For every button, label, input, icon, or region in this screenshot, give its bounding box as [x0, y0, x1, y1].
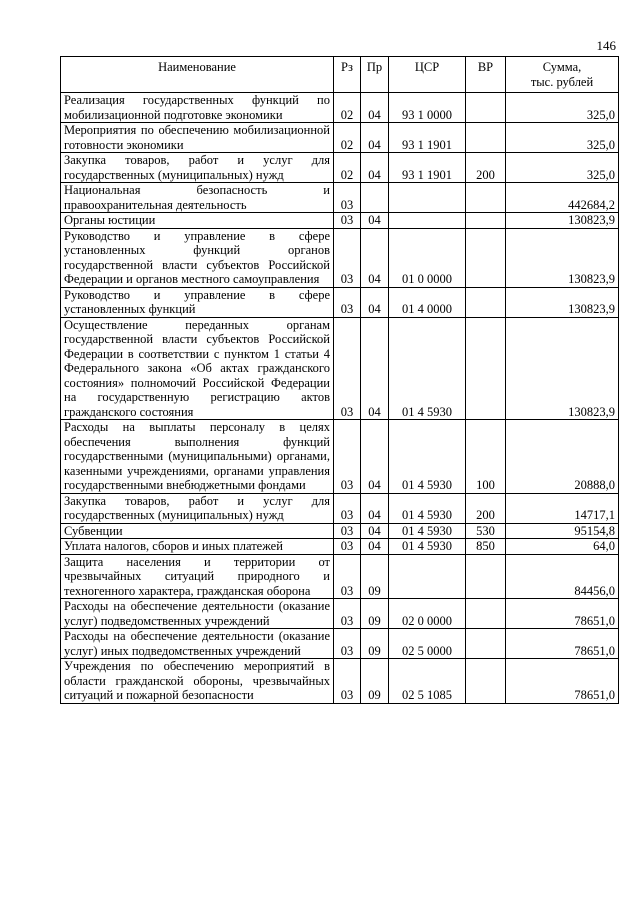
page-number: 146 — [596, 38, 616, 53]
cell-vr: 200 — [466, 153, 506, 183]
cell-name: Осуществление переданных органам государственной власти субъектов Российской Федерации в соответствии с пунктом 1 статьи 4 Федерального закона «Об актах гражданского состояния» полномочий Российской Федерации на государственную регистрацию актов гражданского состояния — [61, 317, 334, 420]
cell-name: Расходы на обеспечение деятельности (оказание услуг) иных подведомственных учреждений — [61, 629, 334, 659]
table-row — [61, 554, 619, 599]
cell-vr — [466, 123, 506, 153]
cell-pr: 04 — [361, 228, 389, 287]
cell-sum: 130823,9 — [506, 317, 619, 420]
table-row — [61, 539, 619, 555]
cell-csr — [389, 554, 466, 599]
cell-csr: 93 1 0000 — [389, 93, 466, 123]
table-row — [61, 93, 619, 123]
cell-rz: 03 — [334, 493, 361, 523]
cell-pr: 04 — [361, 523, 389, 539]
table-row — [61, 153, 619, 183]
cell-sum: 442684,2 — [506, 183, 619, 213]
cell-name: Руководство и управление в сфере установленных функций органов государственной власти субъектов Российской Федерации и органов местного самоуправления — [61, 228, 334, 287]
cell-vr — [466, 213, 506, 229]
cell-name: Защита населения и территории от чрезвычайных ситуаций природного и техногенного характера, гражданская оборона — [61, 554, 334, 599]
cell-csr: 01 4 5930 — [389, 539, 466, 555]
header-vr: ВР — [466, 57, 506, 93]
cell-rz: 03 — [334, 213, 361, 229]
cell-rz: 02 — [334, 93, 361, 123]
table-header — [61, 57, 619, 93]
cell-pr: 09 — [361, 659, 389, 704]
table-row — [61, 523, 619, 539]
cell-vr — [466, 287, 506, 317]
table-row — [61, 183, 619, 213]
cell-csr: 01 4 0000 — [389, 287, 466, 317]
cell-sum: 14717,1 — [506, 493, 619, 523]
cell-csr — [389, 183, 466, 213]
cell-vr — [466, 183, 506, 213]
table-row — [61, 493, 619, 523]
cell-rz: 03 — [334, 629, 361, 659]
table-row — [61, 629, 619, 659]
cell-name: Уплата налогов, сборов и иных платежей — [61, 539, 334, 555]
table-body — [61, 93, 619, 704]
cell-csr: 93 1 1901 — [389, 123, 466, 153]
cell-name: Учреждения по обеспечению мероприятий в области гражданской обороны, чрезвычайных ситуаций и пожарной безопасности — [61, 659, 334, 704]
cell-sum: 95154,8 — [506, 523, 619, 539]
cell-rz: 03 — [334, 554, 361, 599]
cell-pr: 04 — [361, 420, 389, 494]
cell-pr: 04 — [361, 287, 389, 317]
header-pr: Пр — [361, 57, 389, 93]
cell-rz: 03 — [334, 317, 361, 420]
cell-pr: 04 — [361, 153, 389, 183]
table-row — [61, 659, 619, 704]
cell-pr: 04 — [361, 123, 389, 153]
header-sum: Сумма, тыс. рублей — [506, 57, 619, 93]
cell-name: Национальная безопасность и правоохранительная деятельность — [61, 183, 334, 213]
cell-vr — [466, 629, 506, 659]
cell-rz: 03 — [334, 420, 361, 494]
cell-csr: 01 0 0000 — [389, 228, 466, 287]
header-csr: ЦСР — [389, 57, 466, 93]
cell-pr: 09 — [361, 629, 389, 659]
cell-vr — [466, 228, 506, 287]
table-row — [61, 317, 619, 420]
cell-name: Мероприятия по обеспечению мобилизационной готовности экономики — [61, 123, 334, 153]
cell-csr: 01 4 5930 — [389, 317, 466, 420]
cell-rz: 03 — [334, 523, 361, 539]
cell-csr: 01 4 5930 — [389, 493, 466, 523]
cell-sum: 20888,0 — [506, 420, 619, 494]
cell-rz: 03 — [334, 539, 361, 555]
cell-vr: 200 — [466, 493, 506, 523]
cell-vr — [466, 554, 506, 599]
table-row — [61, 228, 619, 287]
cell-csr: 93 1 1901 — [389, 153, 466, 183]
cell-csr — [389, 213, 466, 229]
cell-rz: 02 — [334, 153, 361, 183]
cell-sum: 78651,0 — [506, 659, 619, 704]
cell-rz: 03 — [334, 659, 361, 704]
table-row — [61, 599, 619, 629]
cell-sum: 325,0 — [506, 93, 619, 123]
cell-sum: 130823,9 — [506, 228, 619, 287]
cell-rz: 03 — [334, 183, 361, 213]
cell-sum: 64,0 — [506, 539, 619, 555]
cell-vr — [466, 93, 506, 123]
table-row — [61, 420, 619, 494]
cell-pr: 09 — [361, 554, 389, 599]
cell-name: Расходы на выплаты персоналу в целях обеспечения выполнения функций государственными (муниципальными) органами, казенными учреждениями, органами управления государственными внебюджетными фондами — [61, 420, 334, 494]
cell-vr: 530 — [466, 523, 506, 539]
cell-sum: 325,0 — [506, 153, 619, 183]
table-row — [61, 287, 619, 317]
cell-csr: 01 4 5930 — [389, 523, 466, 539]
cell-name: Реализация государственных функций по мобилизационной подготовке экономики — [61, 93, 334, 123]
budget-table — [60, 56, 619, 704]
cell-name: Субвенции — [61, 523, 334, 539]
cell-sum: 325,0 — [506, 123, 619, 153]
cell-name: Расходы на обеспечение деятельности (оказание услуг) подведомственных учреждений — [61, 599, 334, 629]
cell-sum: 78651,0 — [506, 599, 619, 629]
cell-csr: 02 5 1085 — [389, 659, 466, 704]
cell-csr: 02 0 0000 — [389, 599, 466, 629]
cell-sum: 84456,0 — [506, 554, 619, 599]
cell-vr — [466, 317, 506, 420]
cell-csr: 01 4 5930 — [389, 420, 466, 494]
cell-sum: 130823,9 — [506, 213, 619, 229]
header-name: Наименование — [61, 57, 334, 93]
cell-pr: 04 — [361, 93, 389, 123]
cell-pr: 04 — [361, 493, 389, 523]
cell-rz: 03 — [334, 228, 361, 287]
cell-name: Закупка товаров, работ и услуг для государственных (муниципальных) нужд — [61, 153, 334, 183]
cell-csr: 02 5 0000 — [389, 629, 466, 659]
cell-name: Закупка товаров, работ и услуг для государственных (муниципальных) нужд — [61, 493, 334, 523]
cell-rz: 03 — [334, 287, 361, 317]
cell-pr: 04 — [361, 539, 389, 555]
table-row — [61, 213, 619, 229]
header-rz: Рз — [334, 57, 361, 93]
cell-vr: 100 — [466, 420, 506, 494]
cell-vr — [466, 599, 506, 629]
cell-rz: 02 — [334, 123, 361, 153]
cell-name: Руководство и управление в сфере установленных функций — [61, 287, 334, 317]
cell-sum: 78651,0 — [506, 629, 619, 659]
cell-pr: 09 — [361, 599, 389, 629]
cell-name: Органы юстиции — [61, 213, 334, 229]
cell-pr: 04 — [361, 317, 389, 420]
table-row — [61, 123, 619, 153]
cell-pr: 04 — [361, 213, 389, 229]
cell-vr — [466, 659, 506, 704]
cell-sum: 130823,9 — [506, 287, 619, 317]
cell-rz: 03 — [334, 599, 361, 629]
cell-pr — [361, 183, 389, 213]
cell-vr: 850 — [466, 539, 506, 555]
